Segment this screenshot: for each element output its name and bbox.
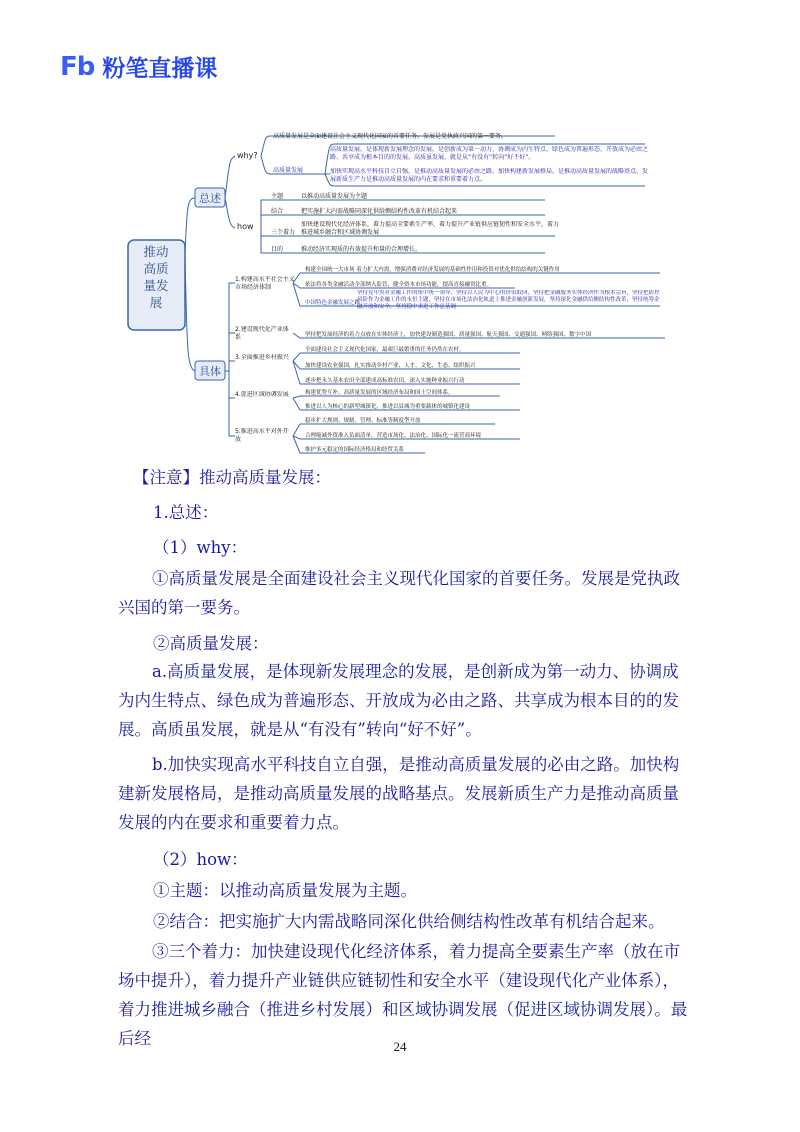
how-text-1: 以推动高质量发展为主题 [301,193,368,200]
page-number: 24 [393,1039,407,1054]
mind-map [125,128,670,464]
specific-label-1: 1.构建高水平社会主义市场经济体制 [235,276,295,291]
how-text-2: 把实施扩大内需战略同深化供给侧结构性改革有机结合起来 [301,208,458,215]
paragraph-6: ②结合：把实施扩大内需战略同深化供给侧结构性改革有机结合起来。 [153,912,665,931]
how-text-4: 推动经济实现质的有效提升和量的合理增长。 [301,246,422,253]
specific-label-2: 2.建设现代化产业体系 [235,326,289,341]
specific-text-4-2: 推进以人为核心的新型城镇化，推进以县城为重要载体的城镇化建设 [305,404,471,410]
specific-text-1-1: 构建全国统一大市场 着力扩大内需，增强消费对经济发展的基础性作用和投资对优化供给结构的关键作用 [305,267,560,273]
why-item-4: 加快实现高水平科技自立自强，是推动高质量发展的必由之路。加快构建新发展格局，是推动高质量发展的战略基点，发展新质生产力是推动高质量发展的内在要求和重要着力点。 [330,168,649,183]
section-1-heading: 1.总述： [153,503,219,522]
specific-text-4-1: 构建优势互补、高质量发展的区域经济布局和国土空间体系。 [305,390,454,396]
specific-text-1-4: 坚持党中央对金融工作的集中统一领导，坚持以人民为中心的价值取向，坚持把金融服务实体经济作为根本宗旨，坚持把防控风险作为金融工作的永恒主题，坚持在市场化法治化轨道上推进金融创新发展，坚持深化金融供给侧结构性改革，坚持统筹金融开放和安全，坚持稳中求进工作总基调 [357,290,660,310]
how-label-3: 三个着力 [271,229,296,236]
specific-text-3-3: 逐步把永久基本农田全部建成高标准农田，深入实施种业振兴行动 [305,378,465,384]
logo-text: 粉笔直播课 [102,56,218,82]
paragraph-3: a.高质量发展，是体现新发展理念的发展，是创新成为第一动力、协调成为内生特点、绿色成为普遍形态、开放成为必由之路、共享成为根本目的的发展。高质虽发展，就是从“有没有”转向“好不好”。 [118,662,679,739]
why-item-1: 高质量发展是全面建设社会主义现代化国家的首要任务。发展是党执政兴国的第一要务。 [273,133,508,140]
mindmap-root: 推动高质量发展 [143,244,169,310]
paragraph-2: ②高质量发展： [153,634,269,653]
why-item-2: 高质量发展 [273,167,304,174]
specific-text-2-1: 坚持把发展经济的着力点放在实体经济上，加快建设制造强国、质量强国、航天强国、交通强国、网络强国、数字中国 [305,332,592,338]
specific-text-5-1: 稳步扩大规则、规制、管理、标准等制度型开放 [305,418,421,424]
paragraph-4: b.加快实现高水平科技自立自强，是推动高质量发展的必由之路。加快构建新发展格局，是推动高质量发展的战略基点。发展新质生产力是推动高质量发展的内在要求和重要着力点。 [118,755,680,832]
paragraph-1: ①高质量发展是全面建设社会主义现代化国家的首要任务。发展是党执政兴国的第一要务。 [118,569,680,617]
why-node: why? [237,151,258,160]
specific-label-5: 5.推进高水平对外开放 [235,428,289,443]
brand-logo [60,50,217,83]
specific-text-1-3: 中国特色金融发展之路 [305,300,361,306]
specific-text-3-2: 加快建设农业强国，扎实推动乡村产业、人才、文化、生态、组织振兴 [305,363,476,369]
how-text-3: 加快建设现代化经济体系，着力提高全要素生产率，着力提升产业链供应链韧性和安全水平，着力推进城乡融合和区域协调发展 [301,221,560,236]
specific-text-3-1: 全面建设社会主义现代化国家，最艰巨最繁重的任务仍然在农村。 [305,347,465,353]
specific-text-1-2: 依法将各类金融活动全部纳入监管，健全资本市场功能，提高直接融资比重。 [305,282,493,288]
how-label-1: 主题 [271,193,284,200]
branch-overview: 总述 [199,192,221,205]
section-1-1-heading: （1）why： [153,538,248,557]
note-heading: 【注意】推动高质量发展： [133,468,331,487]
paragraph-7: ③三个着力：加快建设现代化经济体系，着力提高全要素生产率（放在市场中提升），着力提升产业链供应链韧性和安全水平（建设现代化产业体系），着力推进城乡融合（推进乡村发展）和区域协调发展（促进区域协调发展）。最后经 [118,942,688,1048]
specific-label-3: 3.全面推进乡村振兴 [235,354,289,361]
branch-specific: 具体 [199,365,221,378]
paragraph-5: ①主题：以推动高质量发展为主题。 [153,881,417,900]
how-label-2: 结合 [271,208,284,215]
specific-text-5-3: 维护多元稳定的国际经济格局和经贸关系 [305,447,405,453]
how-node: how [237,222,254,231]
specific-label-4: 4.促进区域协调发展 [235,391,289,398]
section-1-2-heading: （2）how： [153,850,248,869]
specific-text-5-2: 合理缩减外资准入负面清单，营造市场化、法治化、国际化一流营商环境 [305,433,482,439]
how-label-4: 目的 [271,246,284,253]
why-item-3: 高质量发展，是体现新发展理念的发展，是创新成为第一动力、协调成为内生特点、绿色成为普遍形态、开放成为必由之路、共享成为根本目的的发展。高质虽发展，就是从“有没有”转向“好不好”。 [330,146,649,161]
logo-mark: Fb [60,51,95,82]
